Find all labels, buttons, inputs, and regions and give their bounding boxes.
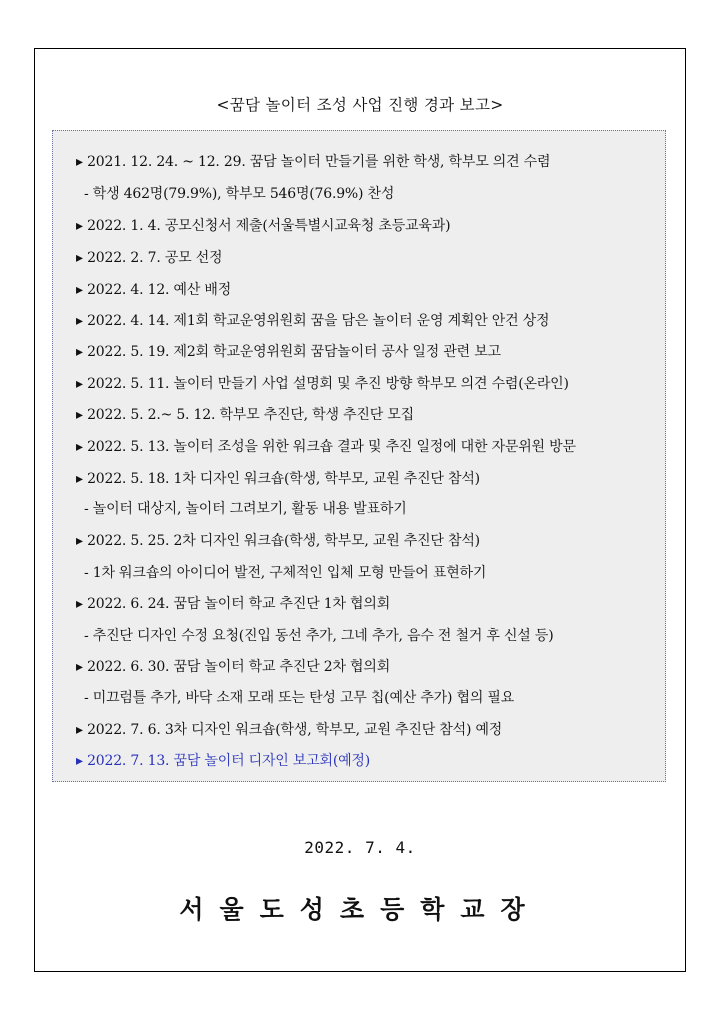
list-item: ▸ 2022. 4. 12. 예산 배정 (76, 282, 232, 298)
list-item: ▸ 2022. 5. 18. 1차 디자인 워크숍(학생, 학부모, 교원 추진단 참석) (76, 471, 480, 487)
document-title: <꿈담 놀이터 조성 사업 진행 경과 보고> (216, 96, 504, 114)
school-signature: 서울도성초등학교장 (179, 895, 541, 924)
list-subitem: - 놀이터 대상지, 놀이터 그려보기, 활동 내용 발표하기 (84, 501, 407, 517)
list-item: ▸ 2022. 5. 19. 제2회 학교운영위원회 꿈담놀이터 공사 일정 관련 보고 (76, 344, 501, 360)
list-item: ▸ 2022. 6. 30. 꿈담 놀이터 학교 추진단 2차 협의회 (76, 659, 391, 675)
list-item: ▸ 2022. 6. 24. 꿈담 놀이터 학교 추진단 1차 협의회 (76, 596, 391, 612)
list-item: ▸ 2022. 5. 2.~ 5. 12. 학부모 추진단, 학생 추진단 모집 (76, 407, 414, 423)
list-item: ▸ 2022. 7. 6. 3차 디자인 워크숍(학생, 학부모, 교원 추진단 참석) 예정 (76, 722, 503, 738)
list-item-highlight: ▸ 2022. 7. 13. 꿈담 놀이터 디자인 보고회(예정) (76, 753, 371, 769)
list-subitem: - 추진단 디자인 수정 요청(진입 동선 추가, 그네 추가, 음수 전 철거 후 신설 등) (84, 628, 554, 644)
list-subitem: - 학생 462명(79.9%), 학부모 546명(76.9%) 찬성 (84, 186, 395, 202)
list-item: ▸ 2022. 5. 13. 놀이터 조성을 위한 워크숍 결과 및 추진 일정에 대한 자문위원 방문 (76, 439, 576, 455)
list-item: ▸ 2022. 5. 11. 놀이터 만들기 사업 설명회 및 추진 방향 학부모 의견 수렴(온라인) (76, 376, 569, 392)
report-date: 2022. 7. 4. (304, 838, 416, 857)
list-item: ▸ 2022. 5. 25. 2차 디자인 워크숍(학생, 학부모, 교원 추진단 참석) (76, 533, 480, 549)
list-item: ▸ 2022. 2. 7. 공모 선정 (76, 250, 223, 266)
list-subitem: - 미끄럼틀 추가, 바닥 소재 모래 또는 탄성 고무 칩(예산 추가) 협의 필요 (84, 690, 515, 706)
list-subitem: - 1차 워크숍의 아이디어 발전, 구체적인 입체 모형 만들어 표현하기 (84, 565, 487, 581)
list-item: ▸ 2022. 4. 14. 제1회 학교운영위원회 꿈을 담은 놀이터 운영 계획안 안건 상정 (76, 313, 550, 329)
list-item: ▸ 2022. 1. 4. 공모신청서 제출(서울특별시교육청 초등교육과) (76, 218, 451, 234)
list-item: ▸ 2021. 12. 24. ~ 12. 29. 꿈담 놀이터 만들기를 위한 학생, 학부모 의견 수렴 (76, 154, 551, 170)
